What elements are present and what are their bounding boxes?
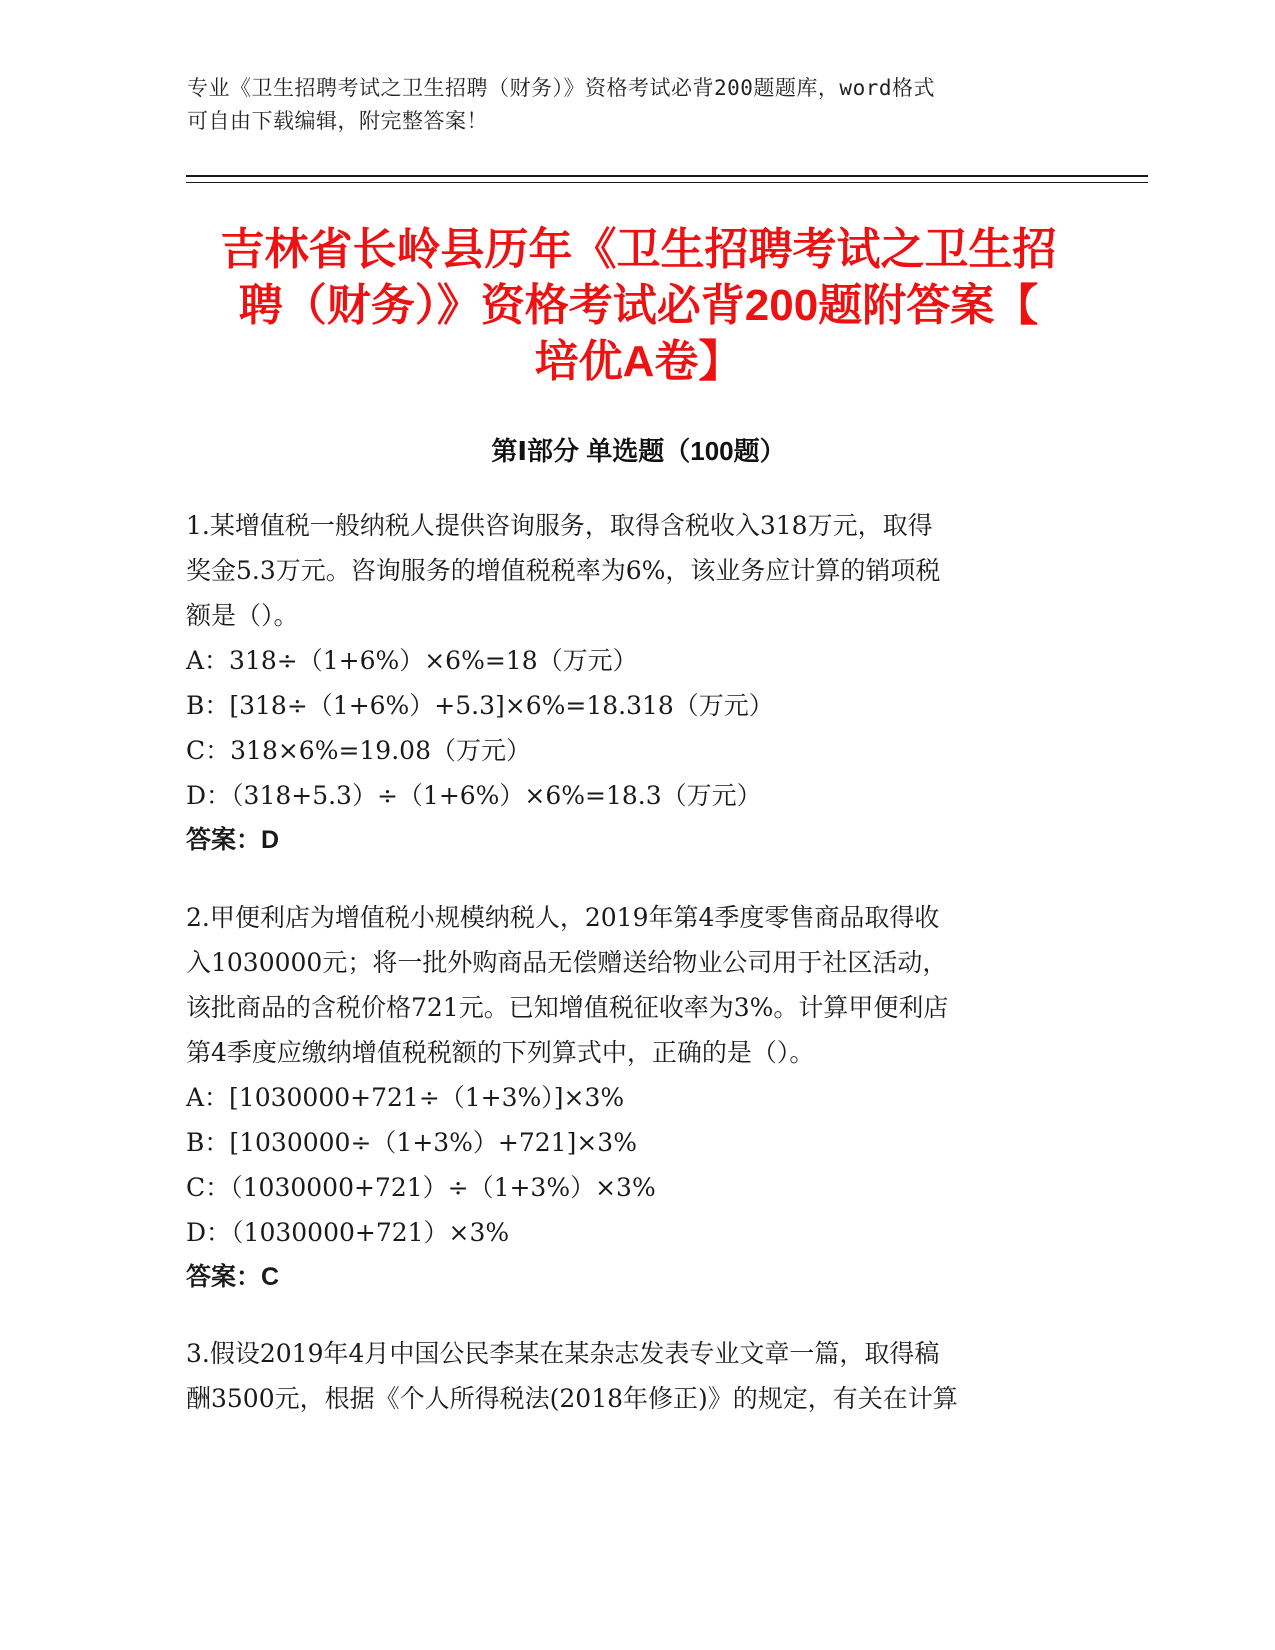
option-a: A：318÷（1+6%）×6%=18（万元） <box>186 646 638 675</box>
header-divider-thin <box>186 182 1148 183</box>
question-stem-line: 酬3500元，根据《个人所得税法(2018年修正)》的规定，有关在计算 <box>186 1384 958 1413</box>
header-note <box>187 72 1067 138</box>
option-d: D：（318+5.3）÷（1+6%）×6%=18.3（万元） <box>186 781 762 810</box>
document-title <box>186 222 1091 390</box>
header-note-line: 可自由下载编辑，附完整答案！ <box>187 109 488 133</box>
question-stem-line: 第4季度应缴纳增值税税额的下列算式中，正确的是（）。 <box>186 1038 815 1067</box>
question-stem-line: 2.甲便利店为增值税小规模纳税人，2019年第4季度零售商品取得收 <box>186 903 940 932</box>
question-stem-line: 该批商品的含税价格721元。已知增值税征收率为3%。计算甲便利店 <box>186 993 949 1022</box>
question-stem <box>186 1331 1091 1421</box>
option-b: B：[318÷（1+6%）+5.3]×6%=18.318（万元） <box>186 691 774 720</box>
question-stem-line: 3.假设2019年4月中国公民李某在某杂志发表专业文章一篇，取得稿 <box>186 1339 940 1368</box>
header-note-line: 专业《卫生招聘考试之卫生招聘（财务）》资格考试必背200题题库，word格式 <box>187 76 935 100</box>
answer-label: 答案：C <box>186 1263 280 1291</box>
option-d: D：（1030000+721）×3% <box>186 1218 510 1247</box>
option-a: A：[1030000+721÷（1+3%）]×3% <box>186 1083 625 1112</box>
option-c: C：318×6%=19.08（万元） <box>186 736 531 765</box>
question-block <box>186 503 1091 863</box>
question-stem-line: 入1030000元；将一批外购商品无偿赠送给物业公司用于社区活动， <box>186 948 948 977</box>
question-stem-line: 额是（）。 <box>186 601 299 630</box>
question-block <box>186 895 1091 1300</box>
section-heading: 第Ⅰ部分 单选题（100题） <box>491 436 786 466</box>
header-divider-thick <box>186 175 1148 177</box>
option-c: C：（1030000+721）÷（1+3%）×3% <box>186 1173 656 1202</box>
question-block <box>186 1331 1091 1421</box>
title-line: 吉林省长岭县历年《卫生招聘考试之卫生招 <box>220 225 1057 274</box>
answer-label: 答案：D <box>186 826 280 854</box>
question-stem <box>186 503 1091 638</box>
title-line: 培优A卷】 <box>534 337 743 386</box>
question-stem-line: 奖金5.3万元。咨询服务的增值税税率为6%，该业务应计算的销项税 <box>186 556 941 585</box>
option-b: B：[1030000÷（1+3%）+721]×3% <box>186 1128 637 1157</box>
question-stem <box>186 895 1091 1075</box>
question-stem-line: 1.某增值税一般纳税人提供咨询服务，取得含税收入318万元，取得 <box>186 511 933 540</box>
title-line: 聘（财务）》资格考试必背200题附答案【 <box>238 281 1039 330</box>
